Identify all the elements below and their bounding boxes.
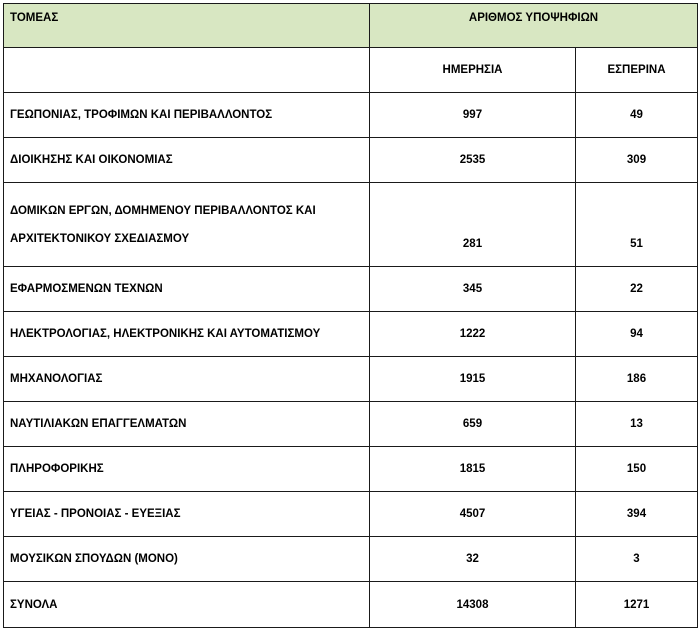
- table-row: [4, 312, 698, 357]
- day-count: 997: [370, 93, 576, 138]
- evening-count: 22: [576, 267, 698, 312]
- subheader-day-label: ΗΜΕΡΗΣΙΑ: [370, 48, 576, 93]
- sector-name: ΜΗΧΑΝΟΛΟΓΙΑΣ: [4, 357, 370, 402]
- table-row: [4, 447, 698, 492]
- sector-name: ΥΓΕΙΑΣ - ΠΡΟΝΟΙΑΣ - ΕΥΕΞΙΑΣ: [4, 492, 370, 537]
- evening-count: 51: [576, 183, 698, 267]
- evening-count: 309: [576, 138, 698, 183]
- sector-name-line-2: ΑΡΧΙΤΕΚΤΟΝΙΚΟΥ ΣΧΕΔΙΑΣΜΟΥ: [10, 232, 190, 245]
- header-sector-label: ΤΟΜΕΑΣ: [10, 12, 59, 24]
- day-count: 2535: [370, 138, 576, 183]
- sector-name-line-1: ΔΟΜΙΚΩΝ ΕΡΓΩΝ, ΔΟΜΗΜΕΝΟΥ ΠΕΡΙΒΑΛΛΟΝΤΟΣ ΚΑΙ: [10, 204, 316, 217]
- sector-name: ΠΛΗΡΟΦΟΡΙΚΗΣ: [4, 447, 370, 492]
- totals-row: [4, 582, 698, 628]
- day-count: 659: [370, 402, 576, 447]
- table-row: [4, 537, 698, 582]
- totals-label: ΣΥΝΟΛΑ: [4, 582, 370, 628]
- evening-count: 13: [576, 402, 698, 447]
- subheader-row: [4, 48, 698, 93]
- header-sector-cell: [4, 4, 370, 48]
- subheader-empty-cell: [4, 48, 370, 93]
- header-candidates-cell: [370, 4, 698, 48]
- sector-name: ΔΙΟΙΚΗΣΗΣ ΚΑΙ ΟΙΚΟΝΟΜΙΑΣ: [4, 138, 370, 183]
- day-count: 1815: [370, 447, 576, 492]
- totals-day-count: 14308: [370, 582, 576, 628]
- evening-count: 49: [576, 93, 698, 138]
- day-count: 1915: [370, 357, 576, 402]
- day-count: 281: [370, 183, 576, 267]
- sector-name: ΕΦΑΡΜΟΣΜΕΝΩΝ ΤΕΧΝΩΝ: [4, 267, 370, 312]
- totals-evening-count: 1271: [576, 582, 698, 628]
- evening-count: 3: [576, 537, 698, 582]
- day-count: 4507: [370, 492, 576, 537]
- header-row: [4, 4, 698, 48]
- sector-name: ΝΑΥΤΙΛΙΑΚΩΝ ΕΠΑΓΓΕΛΜΑΤΩΝ: [4, 402, 370, 447]
- evening-count: 94: [576, 312, 698, 357]
- day-count: 32: [370, 537, 576, 582]
- subheader-evening-label: ΕΣΠΕΡΙΝΑ: [576, 48, 698, 93]
- evening-count: 150: [576, 447, 698, 492]
- sector-name: ΜΟΥΣΙΚΩΝ ΣΠΟΥΔΩΝ (ΜΟΝΟ): [4, 537, 370, 582]
- evening-count: 394: [576, 492, 698, 537]
- sector-name: ΓΕΩΠΟΝΙΑΣ, ΤΡΟΦΙΜΩΝ ΚΑΙ ΠΕΡΙΒΑΛΛΟΝΤΟΣ: [4, 93, 370, 138]
- evening-count: 186: [576, 357, 698, 402]
- table-row: [4, 357, 698, 402]
- table-row: [4, 402, 698, 447]
- table-row: [4, 183, 698, 267]
- table-row: [4, 267, 698, 312]
- sector-name: [4, 183, 370, 267]
- header-candidates-label: ΑΡΙΘΜΟΣ ΥΠΟΨΗΦΙΩΝ: [468, 12, 599, 24]
- table-row: [4, 492, 698, 537]
- candidates-table: [3, 3, 698, 628]
- sector-name: ΗΛΕΚΤΡΟΛΟΓΙΑΣ, ΗΛΕΚΤΡΟΝΙΚΗΣ ΚΑΙ ΑΥΤΟΜΑΤΙΣΜΟΥ: [4, 312, 370, 357]
- day-count: 345: [370, 267, 576, 312]
- day-count: 1222: [370, 312, 576, 357]
- table-row: [4, 93, 698, 138]
- table-row: [4, 138, 698, 183]
